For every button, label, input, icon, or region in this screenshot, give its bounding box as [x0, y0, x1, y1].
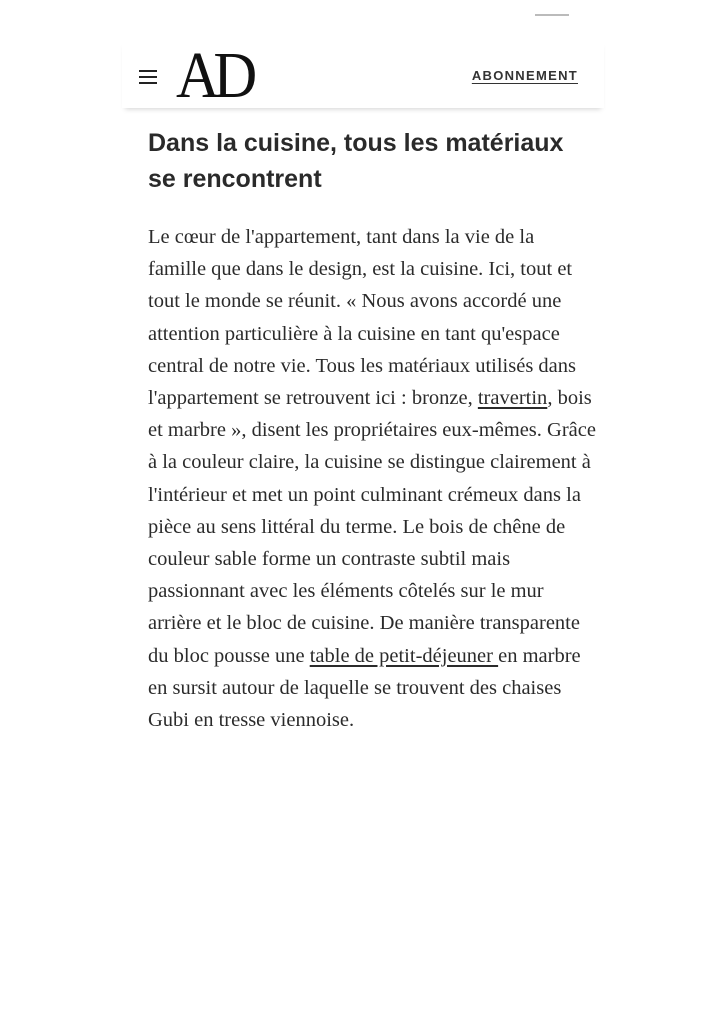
site-header	[122, 39, 604, 112]
paragraph-text: en marbre en sursit autour de laquelle se trouvent des chaises Gubi en tresse viennoise.	[148, 644, 581, 732]
travertin-link[interactable]: travertin	[477, 387, 548, 410]
ad-logo[interactable]: AD	[176, 39, 251, 112]
status-bar-remnant	[535, 14, 569, 16]
subscribe-link[interactable]: ABONNEMENT	[471, 68, 578, 83]
breakfast-table-link[interactable]: table de petit-déjeuner	[309, 644, 499, 667]
menu-icon-line	[139, 82, 157, 84]
menu-icon-line	[139, 70, 157, 72]
menu-icon[interactable]	[139, 70, 157, 84]
section-heading: Dans la cuisine, tous les matériaux se rencontrent	[148, 129, 564, 193]
article-paragraph	[148, 221, 596, 736]
menu-icon-line	[139, 76, 157, 78]
paragraph-text: Le cœur de l'appartement, tant dans la vie de la famille que dans le design, est la cuisine. Ici, tout et tout le monde se réunit. « Nous avons accordé une attention particulière à la cuisine en tant qu'espace central de notre vie. Tous les matériaux utilisés dans l'appartement se retrouvent ici : bronze,	[148, 226, 576, 410]
paragraph-text: , bois et marbre », disent les propriétaires eux-mêmes. Grâce à la couleur claire, la cuisine se distingue clairement à l'intérieur et met un point culminant crémeux dans la pièce au sens littéral du terme. Le bois de chêne de couleur sable forme un contraste subtil mais passionnant avec les éléments côtelés sur le mur arrière et le bloc de cuisine. De manière transparente du bloc pousse une	[148, 387, 596, 667]
